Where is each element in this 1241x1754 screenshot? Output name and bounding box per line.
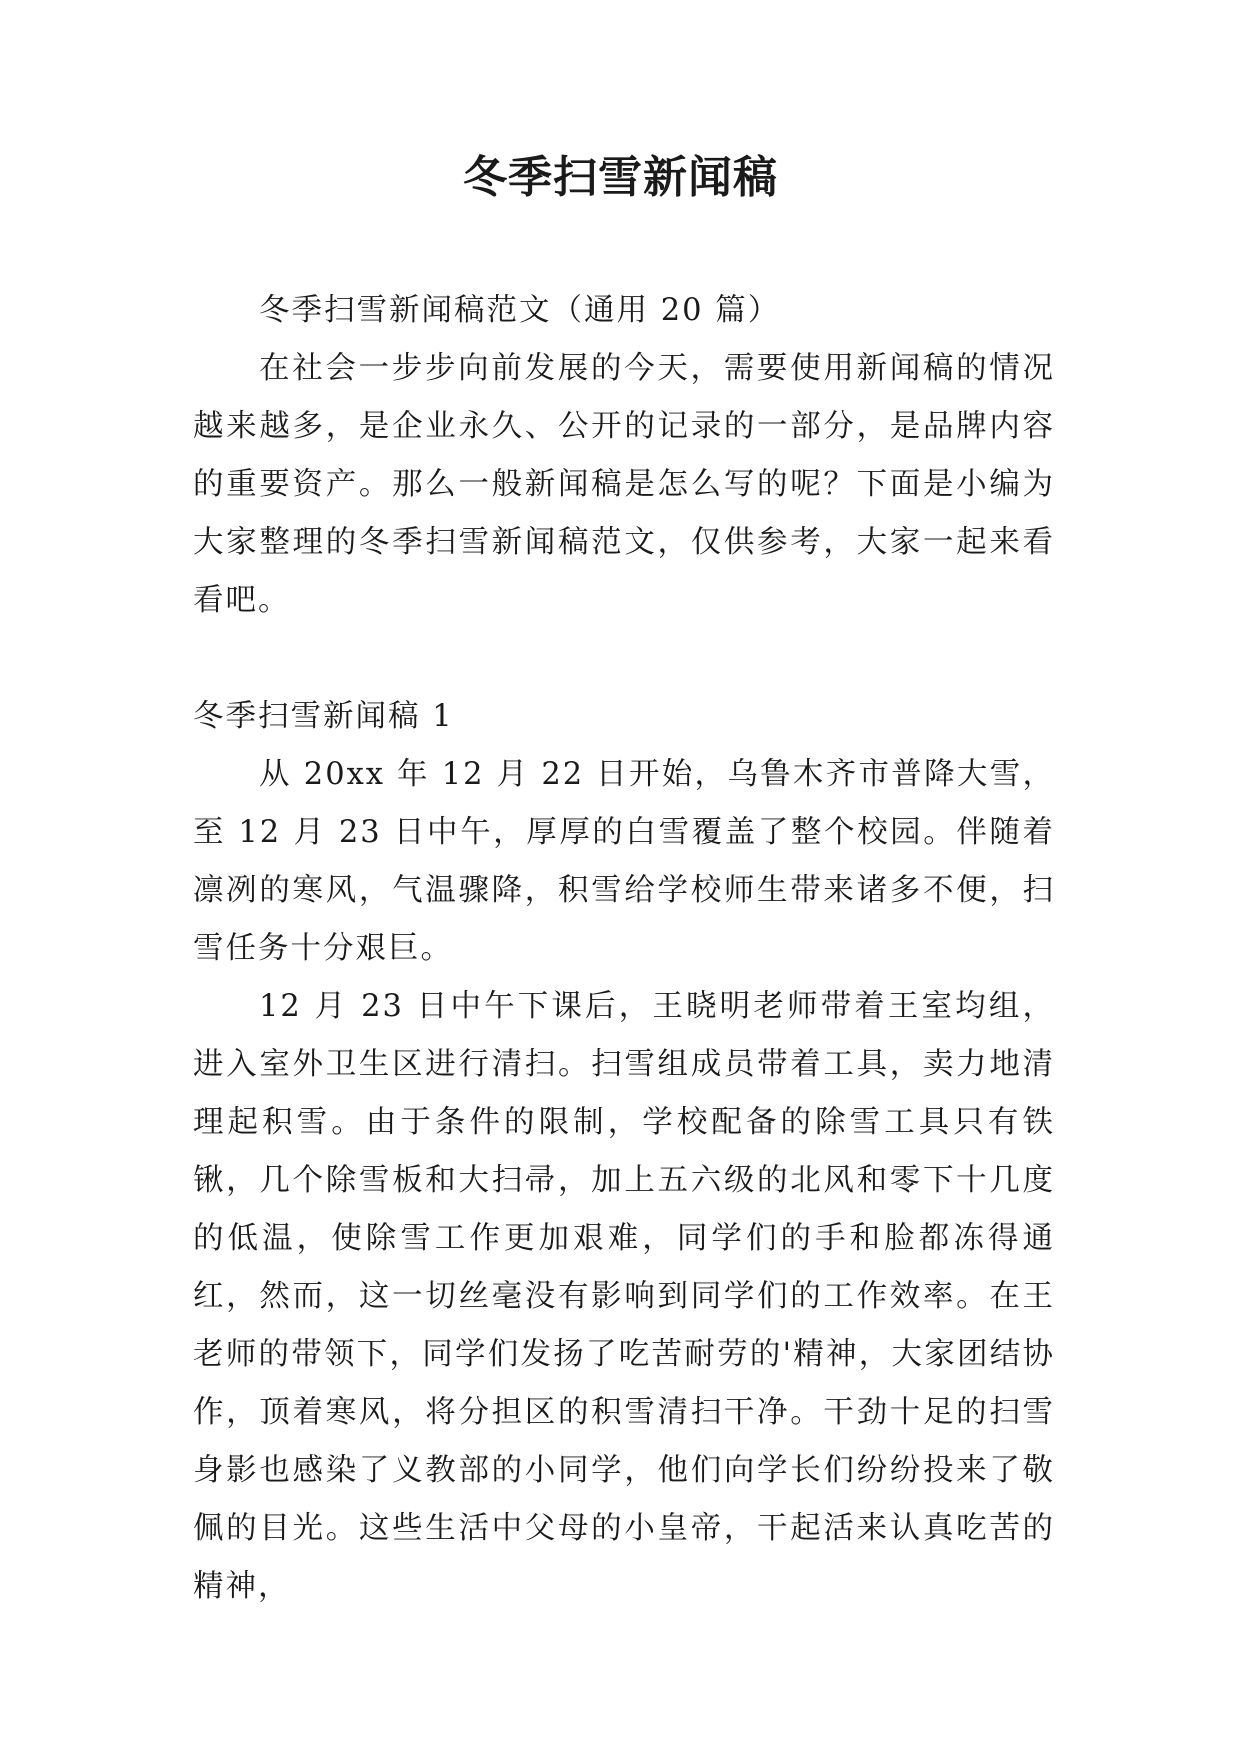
intro-paragraph: 在社会一步步向前发展的今天，需要使用新闻稿的情况越来越多，是企业永久、公开的记录的一部分，是品牌内容的重要资产。那么一般新闻稿是怎么写的呢？下面是小编为大家整理的冬季扫雪新闻稿范文，仅供参考，大家一起来看看吧。: [193, 351, 1055, 618]
document-title: 冬季扫雪新闻稿: [463, 152, 778, 203]
document-subtitle: 冬季扫雪新闻稿范文（通用 20 篇）: [259, 293, 781, 328]
body-paragraph-1: 从 20xx 年 12 月 22 日开始，乌鲁木齐市普降大雪，至 12 月 23 日中午，厚厚的白雪覆盖了整个校园。伴随着凛冽的寒风，气温骤降，积雪给学校师生带来诸多不便，扫雪任务十分艰巨。: [193, 757, 1055, 966]
body-paragraph-2: 12 月 23 日中午下课后，王晓明老师带着王室均组，进入室外卫生区进行清扫。扫雪组成员带着工具，卖力地清理起积雪。由于条件的限制，学校配备的除雪工具只有铁锹，几个除雪板和大扫帚，加上五六级的北风和零下十几度的低温，使除雪工作更加艰难，同学们的手和脸都冻得通红，然而，这一切丝毫没有影响到同学们的工作效率。在王老师的带领下，同学们发扬了吃苦耐劳的'精神，大家团结协作，顶着寒风，将分担区的积雪清扫干净。干劲十足的扫雪身影也感染了义教部的小同学，他们向学长们纷纷投来了敬佩的目光。这些生活中父母的小皇帝，干起活来认真吃苦的精神，: [193, 989, 1055, 1604]
document-body: [193, 282, 1055, 1616]
section-heading: 冬季扫雪新闻稿 1: [193, 699, 454, 734]
